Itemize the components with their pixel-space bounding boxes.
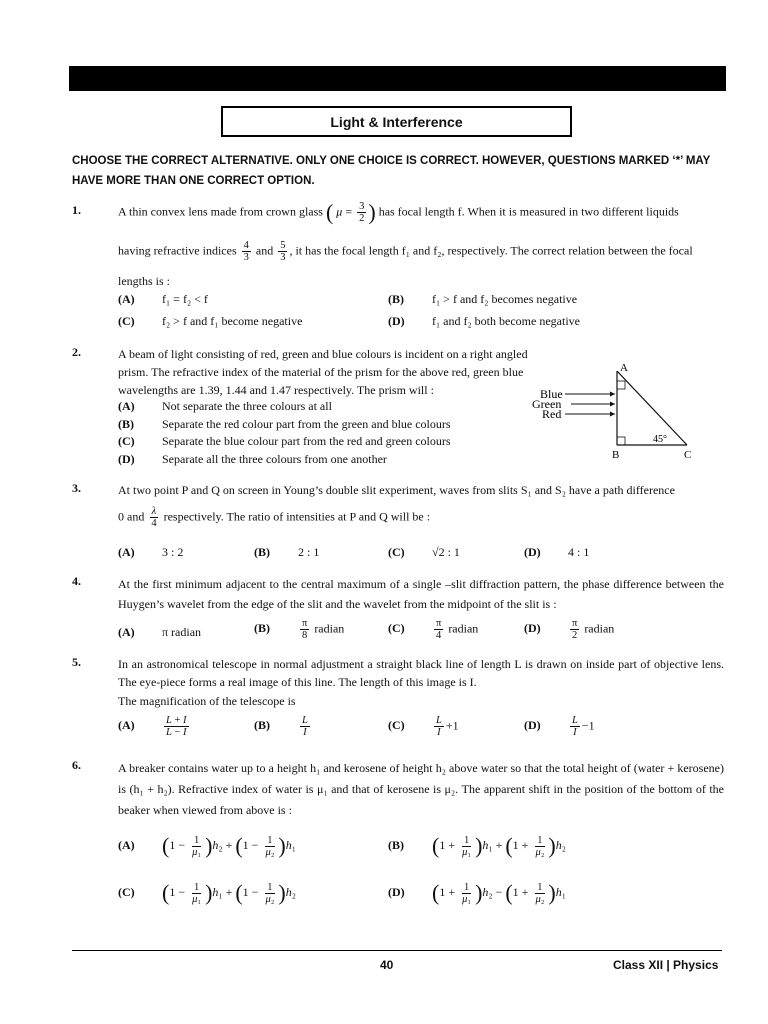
question-number: 1. [72,203,81,217]
option-text: radian [448,621,479,636]
option-c[interactable]: (C) $\frac{L}{I}$ +1 [388,715,459,738]
page-title: Light & Interference [221,106,572,137]
angle-label: 45° [653,434,667,445]
option-label: (A) [118,837,135,852]
page-number: 40 [380,958,394,972]
question-number: 2. [72,345,81,359]
option-d[interactable] [118,452,387,467]
option-c[interactable] [118,314,302,329]
option-c[interactable] [388,545,460,560]
option-label: (B) [388,837,404,852]
question-text-part: , it has the focal length f₁ and f₂, respectively. The correct relation between the focal [289,243,693,258]
option-text: −1 [581,718,595,733]
option-text: f₂ > f and f₁ become negative [162,314,303,328]
question-number: 6. [72,758,81,772]
option-c[interactable] [118,434,451,449]
option-label: (A) [118,625,135,639]
option-text: f₁ = f₂ < f [162,292,208,306]
option-text: 2 : 1 [298,545,320,559]
option-d[interactable]: (D) $\frac{\pi}{2}$ radian [524,618,615,641]
option-d[interactable] [524,545,589,560]
question-number: 3. [72,481,81,495]
vertex-c: C [684,449,692,461]
option-b[interactable] [118,417,451,432]
option-label: (B) [388,292,404,306]
label-green: Green [532,397,562,411]
option-label: (C) [118,884,135,899]
option-text: f₁ > f and f₂ becomes negative [432,292,578,306]
option-b[interactable]: (B) (1 + $\frac{1}{\text{μ₁}}$ )h₁ + (1 + $\frac{1}{\text{μ₂}}$ )h₂ [388,833,566,858]
option-label: (A) [118,292,135,306]
question-1 [72,199,726,333]
option-label: (B) [254,718,270,733]
question-text-line2: 0 and $\frac{\lambda}{4}$ respectively. The ratio of intensities at P and Q will be : [118,506,431,529]
question-text: A thin convex lens made from crown glass ( μ = $\frac{3}{2}$ ) has focal length f. When it is measured in two different liquids [118,199,679,225]
question-number: 4. [72,574,81,588]
question-text: In an astronomical telescope in normal adjustment a straight black line of length L is drawn on inside part of objective lens. The eye-piece forms a real image of this line. The length of this image is I. [118,657,724,689]
question-text-part: has focal length f. When it is measured in two different liquids [378,204,679,219]
option-label: (C) [118,434,135,448]
question-6 [72,758,726,928]
question-text-part: A thin convex lens made from crown glass [118,204,323,219]
option-label: (C) [118,314,135,328]
option-a[interactable] [118,625,201,640]
option-label: (D) [524,718,541,733]
footer-divider [72,950,722,951]
option-b[interactable] [388,292,577,307]
option-label: (A) [118,718,135,733]
option-a[interactable]: (A) (1 − $\frac{1}{\text{μ₁}}$ )h₂ + (1 − $\frac{1}{\text{μ₂}}$ )h₁ [118,833,296,858]
question-text: At the first minimum adjacent to the central maximum of a single –slit diffraction pattern, the phase difference between the Huygen’s wavelet from the edge of the slit and the wavelet from the midpoint of the slit is : [118,577,724,611]
option-text: Separate the blue colour part from the red and green colours [162,434,451,448]
header-bar [69,66,726,91]
option-b[interactable] [254,545,319,560]
option-text: π radian [162,625,202,639]
question-text-part: 0 and [118,509,145,524]
option-text: √2 : 1 [432,545,460,559]
question-3 [72,481,726,561]
option-label: (B) [118,417,134,431]
option-c[interactable]: (C) $\frac{\pi}{4}$ radian [388,618,479,641]
option-label: (D) [118,452,135,466]
option-label: (C) [388,621,405,636]
question-text-line3: lengths is : [118,274,171,288]
option-d[interactable]: (D) $\frac{L}{I}$ −1 [524,715,595,738]
option-label: (C) [388,545,405,559]
option-label: (D) [524,621,541,636]
option-label: (B) [254,621,270,636]
option-label: (B) [254,545,270,559]
option-a[interactable] [118,399,332,414]
option-text: 3 : 2 [162,545,184,559]
question-text-part: having refractive indices [118,243,237,258]
option-text: Separate all the three colours from one another [162,452,387,466]
option-text: 4 : 1 [568,545,590,559]
question-text-line3: The magnification of the telescope is [118,694,296,708]
label-blue: Blue [540,387,563,401]
option-label: (A) [118,545,135,559]
label-red: Red [542,407,562,421]
question-text-part: respectively. The ratio of intensities at P and Q will be : [163,509,431,524]
option-text: radian [584,621,615,636]
question-text: At two point P and Q on screen in Young’s double slit experiment, waves from slits S₁ and S₂ have a path difference [118,483,675,497]
option-label: (A) [118,399,135,413]
instruction-text: CHOOSE THE CORRECT ALTERNATIVE. ONLY ONE CHOICE IS CORRECT. HOWEVER, QUESTIONS MARKED ‘*’ MAY HAVE MORE THAN ONE CORRECT OPTION. [72,155,711,187]
vertex-a: A [620,363,628,374]
option-text: radian [314,621,345,636]
class-subject: Class XII | Physics [613,958,719,972]
option-label: (C) [388,718,405,733]
option-text: Separate the red colour part from the green and blue colours [162,417,451,431]
question-number: 5. [72,655,81,669]
option-b[interactable]: (B) $\frac{\pi}{8}$ radian [254,618,345,641]
option-b[interactable]: (B) $\frac{L}{I}$ [254,715,308,738]
option-label: (D) [388,314,405,328]
option-text: +1 [445,718,459,733]
option-c[interactable]: (C) (1 − $\frac{1}{\text{μ₁}}$ )h₁ + (1 − $\frac{1}{\text{μ₂}}$ )h₂ [118,880,296,905]
question-4 [72,574,726,644]
question-text: A beam of light consisting of red, green and blue colours is incident on a right angled prism. The refractive index of the material of the prism for the above red, green blue wavelengths are 1.39, 1.44 and 1.47 respectively. The prism will : [118,347,528,397]
option-label: (D) [524,545,541,559]
question-text: A breaker contains water up to a height h₁ and kerosene of height h₂ above water so that the total height of (water + kerosene) is (h₁ + h₂). Refractive index of water is μ₁ and that of kerosene is μ₂. The apparent shift in the position of the bottom of the beaker when viewed from above is : [118,761,724,817]
option-label: (D) [388,884,405,899]
option-a[interactable] [118,292,208,307]
question-2 [72,345,726,470]
option-text: Not separate the three colours at all [162,399,332,413]
vertex-b: B [612,449,620,461]
option-d[interactable]: (D) (1 + $\frac{1}{\text{μ₁}}$ )h₂ − (1 + $\frac{1}{\text{μ₂}}$ )h₁ [388,880,566,905]
question-text-line2: having refractive indices $\frac{4}{3}$ and $\frac{5}{3}$ , it has the focal length f₁ and f₂, respectively. The correct relation between the focal [118,240,693,263]
option-text: f₁ and f₂ both become negative [432,314,580,328]
question-5 [72,655,726,750]
option-a[interactable]: (A) $\frac{L + I}{L - I}$ [118,715,187,738]
option-d[interactable] [388,314,580,329]
prism-figure [532,363,712,463]
option-a[interactable] [118,545,183,560]
